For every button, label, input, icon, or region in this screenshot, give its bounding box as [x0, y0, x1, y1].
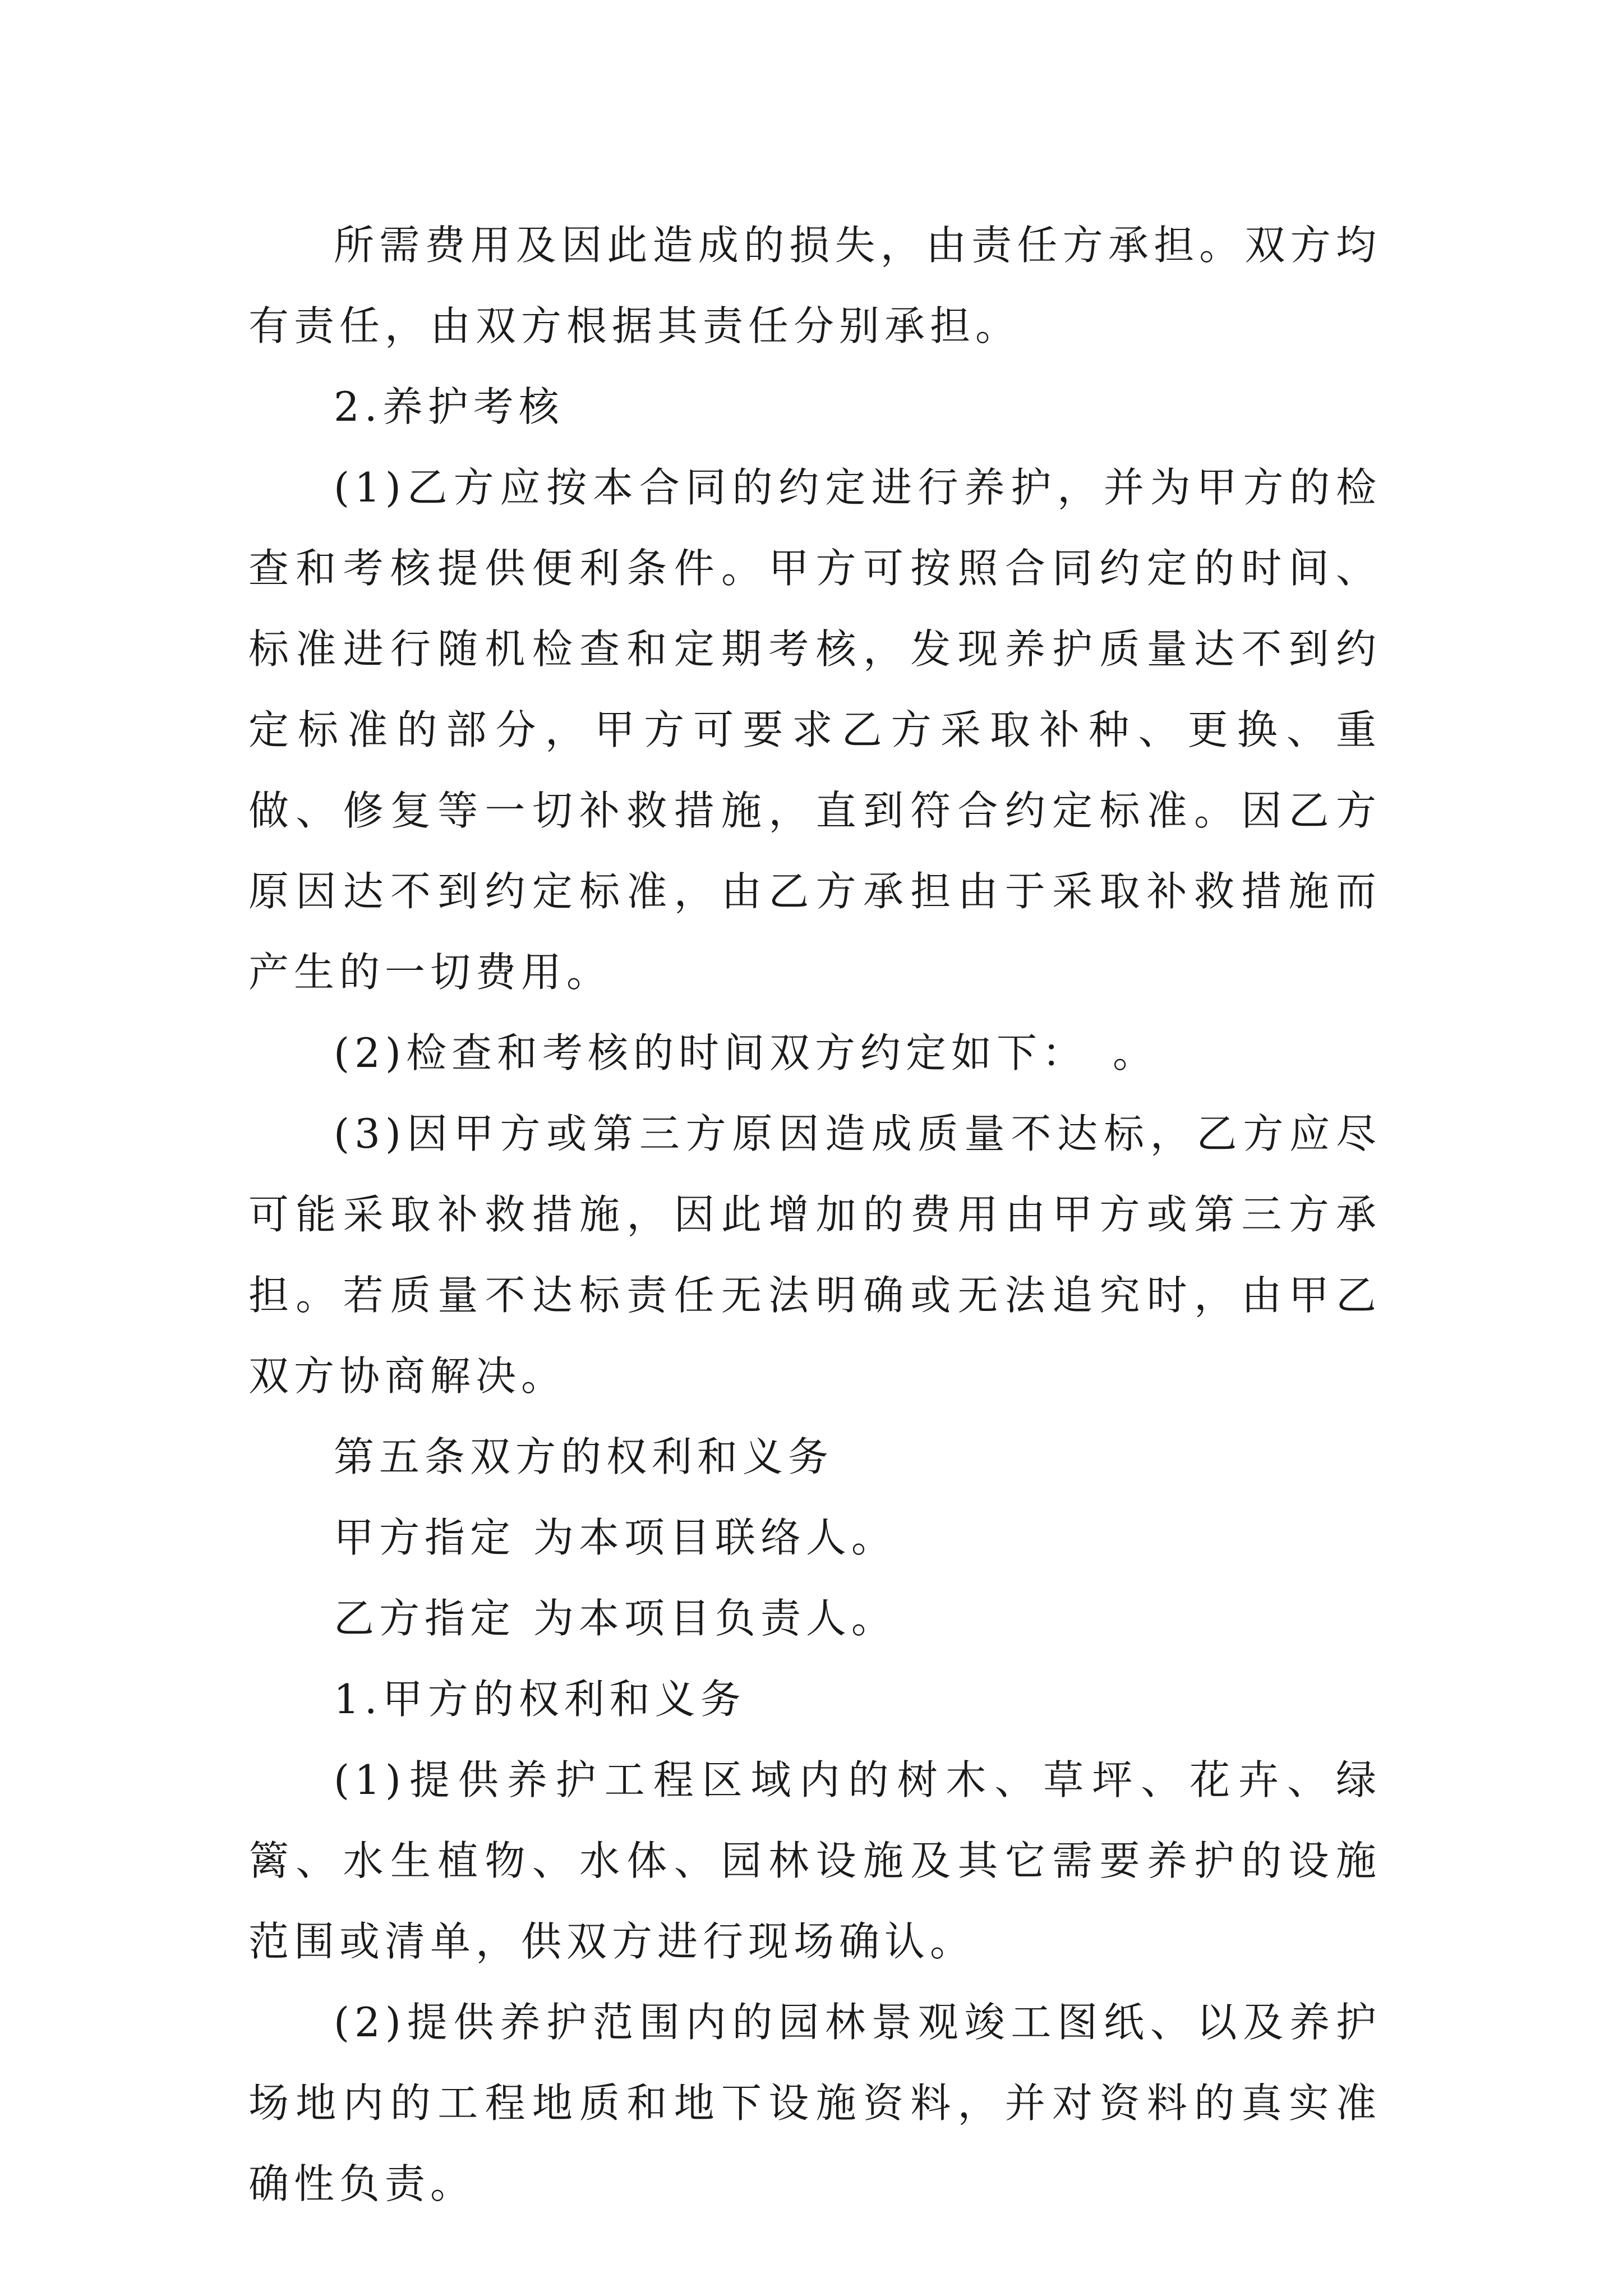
paragraph-assessment-2: (2)检查和考核的时间双方约定如下： 。 — [334, 1029, 1158, 1076]
paragraph-party-a-contact: 甲方指定 为本项目联络人。 — [334, 1514, 897, 1561]
paragraph-assessment-1: (1)乙方应按本合同的约定进行养护，并为甲方的检查和考核提供便利条件。甲方可按照合同约定的时间、标准进行随机检查和定期考核，发现养护质量达不到约定标准的部分，甲方可要求乙方采取补种、更换、重做、修复等一切补救措施，直到符合约定标准。因乙方原因达不到约定标准，由乙方承担由于采取补救措施而产生的一切费用。 — [248, 464, 1381, 996]
paragraph-party-a-right-2: (2)提供养护范围内的园林景观竣工图纸、以及养护场地内的工程地质和地下设施资料，并对资料的真实准确性负责。 — [248, 1999, 1381, 2207]
paragraph-assessment-3: (3)因甲方或第三方原因造成质量不达标，乙方应尽可能采取补救措施，因此增加的费用由甲方或第三方承担。若质量不达标责任无法明确或无法追究时，由甲乙双方协商解决。 — [248, 1110, 1381, 1400]
paragraph-party-b-contact: 乙方指定 为本项目负责人。 — [334, 1595, 897, 1642]
heading-article-five: 第五条双方的权利和义务 — [334, 1433, 834, 1480]
document-body — [248, 205, 1381, 2224]
paragraph-cost-liability: 所需费用及因此造成的损失，由责任方承担。双方均有责任，由双方根据其责任分别承担。 — [248, 222, 1381, 349]
heading-party-a-rights: 1.甲方的权利和义务 — [334, 1676, 746, 1723]
paragraph-party-a-right-1: (1)提供养护工程区域内的树木、草坪、花卉、绿篱、水生植物、水体、园林设施及其它需要养护的设施范围或清单，供双方进行现场确认。 — [248, 1756, 1381, 1965]
heading-maintenance-assessment: 2.养护考核 — [334, 383, 564, 430]
